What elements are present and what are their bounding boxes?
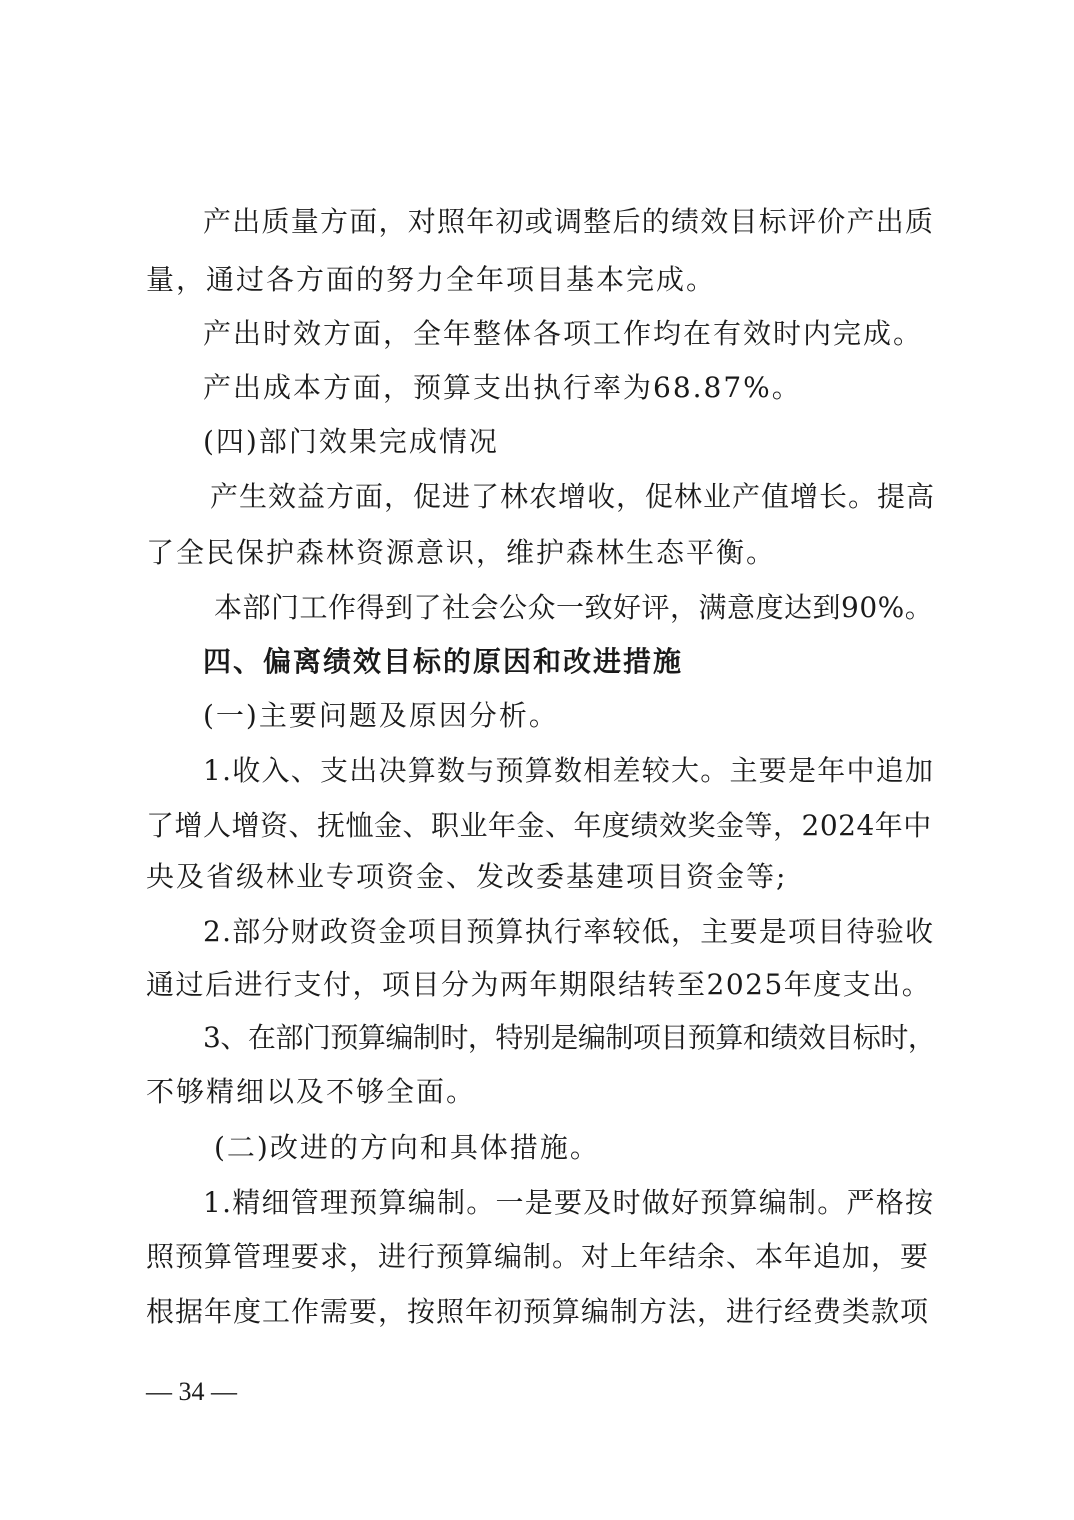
- paragraph-line: 了全民保护森林资源意识，维护森林生态平衡。: [146, 536, 777, 569]
- paragraph-line: 3、在部门预算编制时，特别是编制项目预算和绩效目标时，: [203, 1021, 936, 1054]
- section-subheading: (二)改进的方向和具体措施。: [214, 1131, 600, 1164]
- paragraph-line: 量，通过各方面的努力全年项目基本完成。: [146, 263, 717, 296]
- paragraph-line: 央及省级林业专项资金、发改委基建项目资金等;: [146, 860, 788, 893]
- paragraph-line: 不够精细以及不够全面。: [146, 1075, 477, 1108]
- paragraph-line: 本部门工作得到了社会公众一致好评，满意度达到90%。: [214, 591, 934, 624]
- section-subheading: (一)主要问题及原因分析。: [203, 699, 559, 732]
- paragraph-line: 产出成本方面，预算支出执行率为68.87%。: [203, 371, 802, 404]
- paragraph-line: 根据年度工作需要，按照年初预算编制方法，进行经费类款项: [146, 1295, 930, 1328]
- paragraph-line: 照预算管理要求，进行预算编制。对上年结余、本年追加，要: [146, 1240, 930, 1273]
- paragraph-line: 产出时效方面，全年整体各项工作均在有效时内完成。: [203, 317, 924, 350]
- section-subheading: (四)部门效果完成情况: [203, 425, 499, 458]
- paragraph-line: 1.精细管理预算编制。一是要及时做好预算编制。严格按: [203, 1186, 935, 1219]
- paragraph-line: 1.收入、支出决算数与预算数相差较大。主要是年中追加: [203, 754, 935, 787]
- paragraph-line: 产生效益方面，促进了林农增收，促林业产值增长。提高: [210, 480, 936, 513]
- page-number: — 34 —: [146, 1377, 237, 1406]
- paragraph-line: 通过后进行支付，项目分为两年期限结转至2025年度支出。: [146, 968, 932, 1001]
- paragraph-line: 2.部分财政资金项目预算执行率较低，主要是项目待验收: [203, 915, 935, 948]
- section-heading: 四、偏离绩效目标的原因和改进措施: [203, 645, 684, 678]
- paragraph-line: 了增人增资、抚恤金、职业年金、年度绩效奖金等，2024年中: [146, 809, 932, 842]
- paragraph-line: 产出质量方面，对照年初或调整后的绩效目标评价产出质: [203, 205, 935, 238]
